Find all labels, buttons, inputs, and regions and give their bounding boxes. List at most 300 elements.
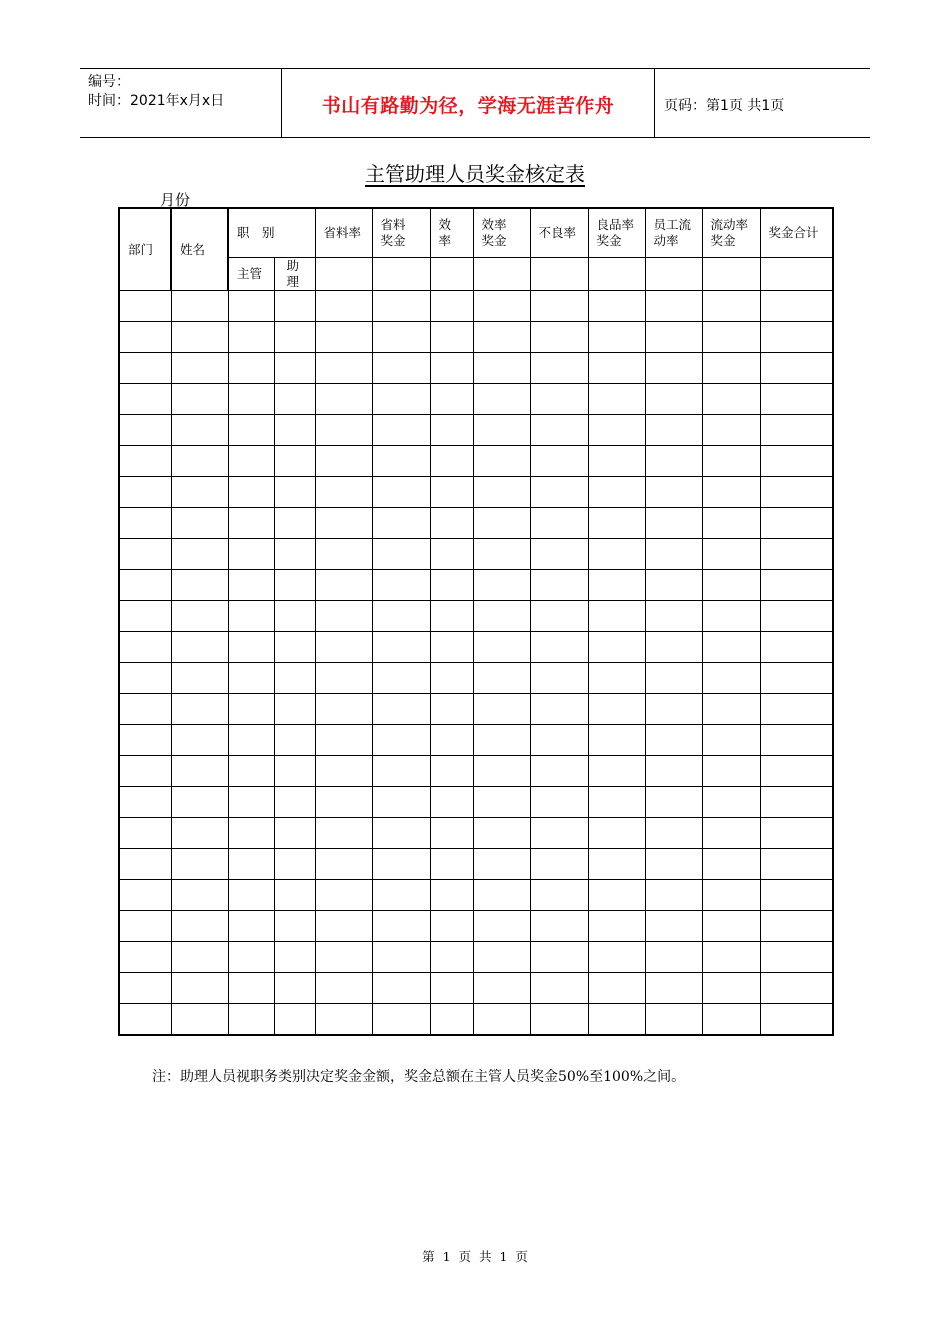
table-cell[interactable] (119, 911, 171, 942)
table-cell[interactable] (119, 694, 171, 725)
table-cell[interactable] (315, 787, 372, 818)
table-cell[interactable] (171, 694, 228, 725)
table-cell[interactable] (171, 322, 228, 353)
table-cell[interactable] (171, 415, 228, 446)
table-cell[interactable] (372, 880, 430, 911)
table-cell[interactable] (760, 322, 833, 353)
table-cell[interactable] (274, 570, 315, 601)
table-cell[interactable] (702, 446, 760, 477)
table-cell[interactable] (702, 880, 760, 911)
table-cell[interactable] (372, 694, 430, 725)
table-cell[interactable] (473, 415, 530, 446)
table-cell[interactable] (588, 570, 645, 601)
table-cell[interactable] (372, 632, 430, 663)
table-cell[interactable] (760, 570, 833, 601)
table-cell[interactable] (530, 694, 588, 725)
table-cell[interactable] (645, 942, 702, 973)
table-cell[interactable] (645, 446, 702, 477)
table-cell[interactable] (588, 880, 645, 911)
table-cell[interactable] (274, 663, 315, 694)
table-cell[interactable] (702, 725, 760, 756)
table-cell[interactable] (702, 539, 760, 570)
table-cell[interactable] (228, 384, 274, 415)
table-cell[interactable] (372, 291, 430, 322)
table-cell[interactable] (530, 1004, 588, 1036)
table-cell[interactable] (119, 632, 171, 663)
table-cell[interactable] (473, 322, 530, 353)
table-cell[interactable] (645, 787, 702, 818)
table-cell[interactable] (702, 322, 760, 353)
table-cell[interactable] (315, 725, 372, 756)
table-cell[interactable] (702, 384, 760, 415)
table-cell[interactable] (315, 880, 372, 911)
table-cell[interactable] (274, 818, 315, 849)
table-cell[interactable] (315, 446, 372, 477)
table-cell[interactable] (274, 291, 315, 322)
table-cell[interactable] (588, 725, 645, 756)
table-cell[interactable] (228, 942, 274, 973)
table-cell[interactable] (315, 353, 372, 384)
table-cell[interactable] (228, 508, 274, 539)
table-cell[interactable] (372, 942, 430, 973)
table-cell[interactable] (228, 1004, 274, 1036)
table-cell[interactable] (372, 415, 430, 446)
table-cell[interactable] (702, 973, 760, 1004)
table-cell[interactable] (171, 446, 228, 477)
table-cell[interactable] (119, 322, 171, 353)
table-cell[interactable] (530, 477, 588, 508)
table-cell[interactable] (430, 694, 473, 725)
table-cell[interactable] (274, 415, 315, 446)
table-cell[interactable] (645, 539, 702, 570)
table-cell[interactable] (119, 787, 171, 818)
table-cell[interactable] (473, 663, 530, 694)
table-cell[interactable] (430, 725, 473, 756)
table-cell[interactable] (588, 508, 645, 539)
table-cell[interactable] (171, 663, 228, 694)
table-cell[interactable] (228, 725, 274, 756)
table-cell[interactable] (372, 787, 430, 818)
table-cell[interactable] (473, 384, 530, 415)
table-cell[interactable] (702, 632, 760, 663)
table-cell[interactable] (760, 911, 833, 942)
table-cell[interactable] (588, 911, 645, 942)
table-cell[interactable] (702, 570, 760, 601)
table-cell[interactable] (315, 632, 372, 663)
table-cell[interactable] (588, 1004, 645, 1036)
table-cell[interactable] (430, 291, 473, 322)
table-cell[interactable] (473, 632, 530, 663)
table-cell[interactable] (119, 849, 171, 880)
table-cell[interactable] (274, 446, 315, 477)
table-cell[interactable] (473, 973, 530, 1004)
table-cell[interactable] (171, 1004, 228, 1036)
table-cell[interactable] (372, 601, 430, 632)
table-cell[interactable] (171, 942, 228, 973)
table-cell[interactable] (473, 942, 530, 973)
table-cell[interactable] (645, 1004, 702, 1036)
table-cell[interactable] (645, 508, 702, 539)
table-cell[interactable] (530, 446, 588, 477)
table-cell[interactable] (119, 663, 171, 694)
table-cell[interactable] (315, 570, 372, 601)
table-cell[interactable] (430, 756, 473, 787)
table-cell[interactable] (588, 291, 645, 322)
table-cell[interactable] (473, 601, 530, 632)
table-cell[interactable] (274, 787, 315, 818)
table-cell[interactable] (119, 539, 171, 570)
table-cell[interactable] (315, 942, 372, 973)
table-cell[interactable] (119, 570, 171, 601)
table-cell[interactable] (588, 663, 645, 694)
table-cell[interactable] (588, 601, 645, 632)
table-cell[interactable] (274, 539, 315, 570)
table-cell[interactable] (530, 570, 588, 601)
table-cell[interactable] (530, 787, 588, 818)
table-cell[interactable] (119, 756, 171, 787)
table-cell[interactable] (119, 508, 171, 539)
table-cell[interactable] (530, 353, 588, 384)
table-cell[interactable] (171, 756, 228, 787)
table-cell[interactable] (702, 818, 760, 849)
table-cell[interactable] (702, 694, 760, 725)
table-cell[interactable] (760, 508, 833, 539)
table-cell[interactable] (645, 725, 702, 756)
table-cell[interactable] (702, 477, 760, 508)
table-cell[interactable] (315, 508, 372, 539)
table-cell[interactable] (645, 322, 702, 353)
table-cell[interactable] (315, 756, 372, 787)
table-cell[interactable] (645, 415, 702, 446)
table-cell[interactable] (171, 911, 228, 942)
table-cell[interactable] (171, 849, 228, 880)
table-cell[interactable] (473, 818, 530, 849)
table-cell[interactable] (430, 384, 473, 415)
table-cell[interactable] (588, 973, 645, 1004)
table-cell[interactable] (645, 818, 702, 849)
table-cell[interactable] (119, 1004, 171, 1036)
table-cell[interactable] (645, 911, 702, 942)
table-cell[interactable] (119, 477, 171, 508)
table-cell[interactable] (473, 539, 530, 570)
table-cell[interactable] (645, 601, 702, 632)
table-cell[interactable] (760, 694, 833, 725)
table-cell[interactable] (228, 973, 274, 1004)
table-cell[interactable] (760, 818, 833, 849)
table-cell[interactable] (760, 663, 833, 694)
table-cell[interactable] (315, 663, 372, 694)
table-cell[interactable] (171, 539, 228, 570)
table-cell[interactable] (315, 694, 372, 725)
table-cell[interactable] (274, 353, 315, 384)
table-cell[interactable] (171, 601, 228, 632)
table-cell[interactable] (473, 353, 530, 384)
table-cell[interactable] (228, 415, 274, 446)
table-cell[interactable] (588, 477, 645, 508)
table-cell[interactable] (372, 663, 430, 694)
table-cell[interactable] (274, 322, 315, 353)
table-cell[interactable] (588, 539, 645, 570)
table-cell[interactable] (588, 694, 645, 725)
table-cell[interactable] (171, 725, 228, 756)
table-cell[interactable] (315, 291, 372, 322)
table-cell[interactable] (119, 973, 171, 1004)
table-cell[interactable] (702, 663, 760, 694)
table-cell[interactable] (430, 942, 473, 973)
table-cell[interactable] (228, 911, 274, 942)
table-cell[interactable] (530, 384, 588, 415)
table-cell[interactable] (274, 384, 315, 415)
table-cell[interactable] (274, 601, 315, 632)
table-cell[interactable] (315, 849, 372, 880)
table-cell[interactable] (315, 911, 372, 942)
table-cell[interactable] (228, 601, 274, 632)
table-cell[interactable] (760, 539, 833, 570)
table-cell[interactable] (171, 818, 228, 849)
table-cell[interactable] (315, 818, 372, 849)
table-cell[interactable] (702, 353, 760, 384)
table-cell[interactable] (274, 632, 315, 663)
table-cell[interactable] (760, 787, 833, 818)
table-cell[interactable] (228, 322, 274, 353)
table-cell[interactable] (702, 756, 760, 787)
table-cell[interactable] (119, 353, 171, 384)
table-cell[interactable] (473, 880, 530, 911)
table-cell[interactable] (588, 353, 645, 384)
table-cell[interactable] (588, 632, 645, 663)
table-cell[interactable] (372, 477, 430, 508)
table-cell[interactable] (760, 291, 833, 322)
table-cell[interactable] (372, 725, 430, 756)
table-cell[interactable] (530, 849, 588, 880)
table-cell[interactable] (228, 477, 274, 508)
table-cell[interactable] (530, 663, 588, 694)
table-cell[interactable] (372, 570, 430, 601)
table-cell[interactable] (119, 818, 171, 849)
table-cell[interactable] (760, 446, 833, 477)
table-cell[interactable] (430, 632, 473, 663)
table-cell[interactable] (702, 1004, 760, 1036)
table-cell[interactable] (430, 818, 473, 849)
table-cell[interactable] (430, 880, 473, 911)
table-cell[interactable] (473, 508, 530, 539)
table-cell[interactable] (702, 942, 760, 973)
table-cell[interactable] (372, 973, 430, 1004)
table-cell[interactable] (228, 818, 274, 849)
table-cell[interactable] (530, 291, 588, 322)
table-cell[interactable] (119, 942, 171, 973)
table-cell[interactable] (473, 787, 530, 818)
table-cell[interactable] (430, 415, 473, 446)
table-cell[interactable] (372, 911, 430, 942)
table-cell[interactable] (430, 601, 473, 632)
table-cell[interactable] (171, 384, 228, 415)
table-cell[interactable] (760, 973, 833, 1004)
table-cell[interactable] (702, 508, 760, 539)
table-cell[interactable] (430, 1004, 473, 1036)
table-cell[interactable] (372, 539, 430, 570)
table-cell[interactable] (588, 787, 645, 818)
table-cell[interactable] (372, 818, 430, 849)
table-cell[interactable] (473, 570, 530, 601)
table-cell[interactable] (588, 384, 645, 415)
table-cell[interactable] (645, 632, 702, 663)
table-cell[interactable] (760, 415, 833, 446)
table-cell[interactable] (228, 849, 274, 880)
table-cell[interactable] (119, 446, 171, 477)
table-cell[interactable] (530, 539, 588, 570)
table-cell[interactable] (228, 756, 274, 787)
table-cell[interactable] (315, 477, 372, 508)
table-cell[interactable] (760, 601, 833, 632)
table-cell[interactable] (530, 818, 588, 849)
table-cell[interactable] (702, 291, 760, 322)
table-cell[interactable] (760, 725, 833, 756)
table-cell[interactable] (171, 477, 228, 508)
table-cell[interactable] (430, 911, 473, 942)
table-cell[interactable] (430, 508, 473, 539)
table-cell[interactable] (588, 818, 645, 849)
table-cell[interactable] (530, 601, 588, 632)
table-cell[interactable] (760, 756, 833, 787)
table-cell[interactable] (588, 446, 645, 477)
table-cell[interactable] (645, 384, 702, 415)
table-cell[interactable] (702, 601, 760, 632)
table-cell[interactable] (372, 353, 430, 384)
table-cell[interactable] (530, 973, 588, 1004)
table-cell[interactable] (430, 477, 473, 508)
table-cell[interactable] (760, 384, 833, 415)
table-cell[interactable] (530, 632, 588, 663)
table-cell[interactable] (588, 322, 645, 353)
table-cell[interactable] (473, 1004, 530, 1036)
table-cell[interactable] (228, 353, 274, 384)
table-cell[interactable] (372, 849, 430, 880)
table-cell[interactable] (588, 415, 645, 446)
table-cell[interactable] (430, 446, 473, 477)
table-cell[interactable] (645, 353, 702, 384)
table-cell[interactable] (430, 570, 473, 601)
table-cell[interactable] (645, 849, 702, 880)
table-cell[interactable] (171, 353, 228, 384)
table-cell[interactable] (372, 508, 430, 539)
table-cell[interactable] (702, 911, 760, 942)
table-cell[interactable] (372, 446, 430, 477)
table-cell[interactable] (473, 849, 530, 880)
table-cell[interactable] (274, 756, 315, 787)
table-cell[interactable] (530, 911, 588, 942)
table-cell[interactable] (645, 756, 702, 787)
table-cell[interactable] (645, 570, 702, 601)
table-cell[interactable] (702, 849, 760, 880)
table-cell[interactable] (315, 322, 372, 353)
table-cell[interactable] (588, 756, 645, 787)
table-cell[interactable] (430, 787, 473, 818)
table-cell[interactable] (274, 942, 315, 973)
table-cell[interactable] (473, 446, 530, 477)
table-cell[interactable] (119, 725, 171, 756)
table-cell[interactable] (760, 849, 833, 880)
table-cell[interactable] (171, 632, 228, 663)
table-cell[interactable] (228, 880, 274, 911)
table-cell[interactable] (473, 694, 530, 725)
table-cell[interactable] (702, 415, 760, 446)
table-cell[interactable] (645, 291, 702, 322)
table-cell[interactable] (171, 508, 228, 539)
table-cell[interactable] (645, 663, 702, 694)
table-cell[interactable] (274, 880, 315, 911)
table-cell[interactable] (315, 415, 372, 446)
table-cell[interactable] (228, 663, 274, 694)
table-cell[interactable] (473, 911, 530, 942)
table-cell[interactable] (274, 849, 315, 880)
table-cell[interactable] (760, 477, 833, 508)
table-cell[interactable] (430, 973, 473, 1004)
table-cell[interactable] (228, 787, 274, 818)
table-cell[interactable] (119, 384, 171, 415)
table-cell[interactable] (119, 291, 171, 322)
table-cell[interactable] (228, 446, 274, 477)
table-cell[interactable] (171, 787, 228, 818)
table-cell[interactable] (372, 384, 430, 415)
table-cell[interactable] (760, 942, 833, 973)
table-cell[interactable] (315, 539, 372, 570)
table-cell[interactable] (530, 880, 588, 911)
table-cell[interactable] (315, 973, 372, 1004)
table-cell[interactable] (530, 942, 588, 973)
table-cell[interactable] (228, 291, 274, 322)
table-cell[interactable] (171, 880, 228, 911)
table-cell[interactable] (430, 322, 473, 353)
table-cell[interactable] (119, 415, 171, 446)
table-cell[interactable] (228, 632, 274, 663)
table-cell[interactable] (372, 756, 430, 787)
table-cell[interactable] (274, 508, 315, 539)
table-cell[interactable] (760, 880, 833, 911)
table-cell[interactable] (473, 477, 530, 508)
table-cell[interactable] (315, 384, 372, 415)
table-cell[interactable] (760, 1004, 833, 1036)
table-cell[interactable] (645, 880, 702, 911)
table-cell[interactable] (119, 601, 171, 632)
table-cell[interactable] (530, 508, 588, 539)
table-cell[interactable] (228, 539, 274, 570)
table-cell[interactable] (228, 570, 274, 601)
table-cell[interactable] (274, 694, 315, 725)
table-cell[interactable] (702, 787, 760, 818)
table-cell[interactable] (430, 539, 473, 570)
table-cell[interactable] (473, 291, 530, 322)
table-cell[interactable] (274, 477, 315, 508)
table-cell[interactable] (274, 911, 315, 942)
table-cell[interactable] (760, 353, 833, 384)
table-cell[interactable] (645, 694, 702, 725)
table-cell[interactable] (119, 880, 171, 911)
table-cell[interactable] (274, 725, 315, 756)
table-cell[interactable] (760, 632, 833, 663)
table-cell[interactable] (171, 291, 228, 322)
table-cell[interactable] (171, 973, 228, 1004)
table-cell[interactable] (315, 601, 372, 632)
table-cell[interactable] (430, 663, 473, 694)
table-cell[interactable] (430, 849, 473, 880)
table-cell[interactable] (473, 756, 530, 787)
table-cell[interactable] (530, 756, 588, 787)
table-cell[interactable] (171, 570, 228, 601)
table-cell[interactable] (228, 694, 274, 725)
table-cell[interactable] (588, 942, 645, 973)
table-cell[interactable] (530, 415, 588, 446)
